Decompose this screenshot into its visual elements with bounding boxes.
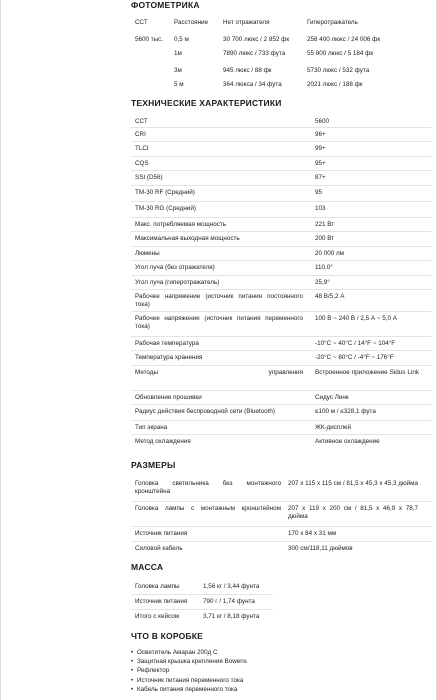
photometry-cell-distance: 0,5 м — [174, 36, 189, 43]
spec-divider — [131, 311, 431, 312]
spec-label: Радиус действия беспроводной сети (Bluetooth) — [135, 408, 275, 415]
spec-divider — [131, 275, 431, 276]
spec-value: Активное охлаждение — [315, 438, 380, 445]
box-list-item: • Рефлектор — [137, 667, 169, 675]
photometry-cell-no-reflector: 364 люкса / 34 фута — [223, 81, 282, 88]
spec-value: 110,0° — [315, 264, 333, 271]
spec-divider — [131, 390, 431, 391]
spec-value: 221 Вт — [315, 221, 335, 228]
spec-label: ССТ — [135, 118, 148, 125]
spec-divider — [131, 289, 431, 290]
spec-divider — [131, 185, 431, 186]
photometry-cell-hyper-reflector: 5730 люкс / 532 фута — [307, 67, 370, 74]
spec-divider — [131, 350, 431, 351]
mass-label: Головка лампы — [135, 583, 180, 590]
spec-label: Максимальная выходная мощность — [135, 235, 240, 242]
mass-divider — [131, 609, 273, 610]
box-title: ЧТО В КОРОБКЕ — [131, 631, 203, 641]
spec-divider — [131, 434, 431, 435]
spec-value: ≤100 м / ≤328,1 фута — [315, 408, 376, 415]
spec-label: Метод охлаждения — [135, 438, 191, 445]
spec-divider — [131, 260, 431, 261]
box-list-item: • Защитная крышка крепления Bowens — [137, 658, 247, 666]
spec-label: CQS — [135, 160, 149, 167]
dimension-label: Источник питания — [135, 530, 188, 537]
photometry-cell-no-reflector: 30 700 люкс / 2 852 фк — [223, 36, 290, 43]
spec-label: SSI (D56) — [135, 174, 163, 181]
dimension-label: Головка лампы с монтажным кронштейном — [135, 505, 281, 512]
spec-value: 5600 — [315, 118, 330, 125]
dimensions-title: РАЗМЕРЫ — [131, 460, 176, 470]
dimension-value: 170 x 84 x 31 мм — [288, 530, 337, 537]
photometry-cell-no-reflector: 7890 люкс / 733 фута — [223, 50, 286, 57]
spec-value: ЖК-дисплей — [315, 424, 352, 431]
mass-title: МАССА — [131, 562, 164, 572]
photometry-cell-distance: 5 м — [174, 81, 184, 88]
spec-value: 20 000 лм — [315, 250, 345, 257]
mass-label: Итого с кейсом — [135, 613, 180, 620]
spec-divider — [131, 156, 431, 157]
spec-label: Температура хранения — [135, 354, 203, 361]
spec-value: 99+ — [315, 145, 326, 152]
spec-value: 200 Вт — [315, 235, 335, 242]
photometry-cell-hyper-reflector: 258 400 люкс / 24 006 фк — [307, 36, 381, 43]
photometry-header-cct: ССТ — [135, 19, 148, 26]
spec-label: Тип экрана — [135, 424, 168, 431]
spec-value: 96+ — [315, 131, 326, 138]
dimension-value: 207 x 115 x 115 см / 81,5 x 45,3 x 45,3 дюйма — [288, 480, 418, 487]
mass-value: 790 г / 1,74 фунта — [203, 598, 255, 605]
spec-divider — [131, 217, 431, 218]
spec-value: 25,9° — [315, 279, 330, 286]
spec-value: 87+ — [315, 174, 326, 181]
spec-label: Угол луча (без отражателя) — [135, 264, 215, 271]
spec-label: TM-30 RG (Средний) — [135, 205, 196, 212]
spec-value: 103 — [315, 205, 326, 212]
spec-divider — [131, 141, 431, 142]
spec-divider — [131, 127, 431, 128]
photometry-header-hyper-reflector: Гиперотражатель — [307, 19, 358, 26]
mass-value: 3,71 кг / 8,18 фунта — [203, 613, 260, 620]
mass-value: 1,56 кг / 3,44 фунта — [203, 583, 260, 590]
spec-value: Встроенное приложение Sidus Link — [315, 369, 419, 376]
spec-divider — [131, 404, 431, 405]
photometry-cell-no-reflector: 945 люкс / 88 фк — [223, 67, 272, 74]
photometry-title: ФОТОМЕТРИКА — [131, 0, 200, 10]
photometry-cell-distance: 1м — [174, 50, 182, 57]
box-list-item: • Кабель питания переменного тока — [137, 686, 237, 694]
specs-title: ТЕХНИЧЕСКИЕ ХАРАКТЕРИСТИКИ — [131, 98, 282, 108]
mass-label: Источник питания — [135, 598, 188, 605]
page-border-left — [0, 0, 1, 700]
photometry-cell-hyper-reflector: 2021 люкс / 188 фк — [307, 81, 363, 88]
photometry-header-distance: Расстояние — [174, 19, 209, 26]
spec-value: 48 В/5,2 А — [315, 293, 345, 300]
photometry-cell-cct: 5600 тыс. — [135, 36, 164, 43]
spec-label: Макс. потребляемая мощность — [135, 221, 227, 228]
spec-value: 100 В ~ 240 В / 2,5 А ~ 5,0 А — [315, 315, 397, 322]
spec-divider — [131, 231, 431, 232]
spec-value: 95+ — [315, 160, 326, 167]
box-list-item: • Осветитель Амаран 200д С — [137, 649, 218, 657]
dimension-divider — [131, 541, 431, 542]
spec-divider — [131, 365, 431, 366]
box-list-item: • Источник питания переменного тока — [137, 677, 243, 685]
dimension-value: 207 x 119 x 200 см / 81,5 x 46,9 x 78,7 дюйма — [288, 505, 418, 520]
spec-label: CRI — [135, 131, 146, 138]
spec-divider — [131, 420, 431, 421]
spec-value: -20°C ~ 80°C / -4°F ~ 176°F — [315, 354, 394, 361]
spec-label: Методы управления — [135, 369, 303, 376]
dimension-label: Головка светильника без монтажного кронштейна — [135, 480, 281, 495]
spec-value: 95 — [315, 189, 323, 196]
photometry-header-no-reflector: Нет отражателя — [223, 19, 270, 26]
dimension-label: Силовой кабель — [135, 545, 183, 552]
spec-label: Угол луча (гиперотражатель) — [135, 279, 220, 286]
spec-value: -10°C ~ 40°C / 14°F ~ 104°F — [315, 340, 396, 347]
photometry-cell-distance: 3м — [174, 67, 182, 74]
spec-divider — [131, 246, 431, 247]
photometry-cell-hyper-reflector: 55 800 люкс / 5 184 фк — [307, 50, 374, 57]
dimension-value: 300 см/118,11 дюймов — [288, 545, 353, 552]
spec-label: Обновление прошивки — [135, 394, 202, 401]
mass-divider — [131, 594, 273, 595]
spec-divider — [131, 336, 431, 337]
spec-label: Люмены — [135, 250, 160, 257]
spec-value: Сидус Линк — [315, 394, 349, 401]
spec-label: Рабочее напряжение (источник питания постоянного тока) — [135, 293, 303, 308]
spec-label: TM-30 RF (Средний) — [135, 189, 195, 196]
spec-divider — [131, 170, 431, 171]
spec-label: Рабочее напряжение (источник питания переменного тока) — [135, 315, 303, 330]
spec-label: TLCI — [135, 145, 149, 152]
spec-divider — [131, 201, 431, 202]
spec-label: Рабочая температура — [135, 340, 199, 347]
dimension-divider — [131, 526, 431, 527]
dimension-divider — [131, 501, 431, 502]
